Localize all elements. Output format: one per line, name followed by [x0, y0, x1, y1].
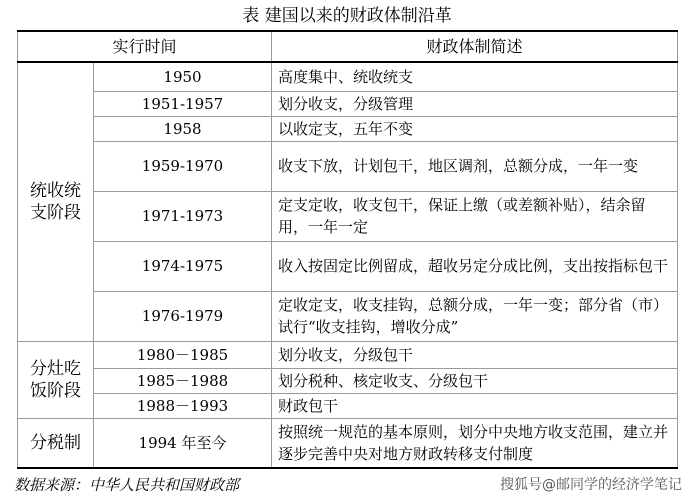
period-cell: 1976-1979 — [94, 291, 272, 341]
period-cell: 1988－1993 — [94, 393, 272, 418]
period-cell: 1994 年至今 — [94, 418, 272, 468]
table-caption: 表 建国以来的财政体制沿革 — [242, 6, 452, 26]
table-row — [18, 62, 678, 91]
table-row — [18, 368, 678, 393]
period-cell: 1985－1988 — [94, 368, 272, 393]
stage-label: 分灶吃饭阶段 — [18, 341, 94, 418]
description-cell: 以收定支，五年不变 — [272, 116, 678, 141]
description-cell: 财政包干 — [272, 393, 678, 418]
stage-label: 分税制 — [18, 418, 94, 468]
period-cell: 1959-1970 — [94, 141, 272, 191]
period-cell: 1980－1985 — [94, 341, 272, 368]
fiscal-system-table — [17, 30, 678, 469]
table-row — [18, 291, 678, 341]
table-row — [18, 393, 678, 418]
description-cell: 按照统一规范的基本原则，划分中央地方收支范围，建立并逐步完善中央对地方财政转移支付制度 — [272, 418, 678, 468]
table-row — [18, 116, 678, 141]
period-cell: 1951-1957 — [94, 91, 272, 116]
header-description: 财政体制简述 — [272, 31, 678, 62]
period-cell: 1971-1973 — [94, 191, 272, 241]
description-cell: 定收定支，收支挂钩，总额分成，一年一变；部分省（市）试行“收支挂钩，增收分成” — [272, 291, 678, 341]
description-cell: 划分税种、核定收支、分级包干 — [272, 368, 678, 393]
period-cell: 1958 — [94, 116, 272, 141]
table-row — [18, 341, 678, 368]
watermark: 搜狐号@邮同学的经济学笔记 — [500, 477, 682, 493]
description-cell: 收入按固定比例留成，超收另定分成比例，支出按指标包干 — [272, 241, 678, 291]
header-period: 实行时间 — [18, 31, 272, 62]
description-cell: 划分收支，分级包干 — [272, 341, 678, 368]
table-row — [18, 241, 678, 291]
table-row — [18, 418, 678, 468]
table-row — [18, 141, 678, 191]
header-row — [18, 31, 678, 62]
table-row — [18, 191, 678, 241]
period-cell: 1950 — [94, 62, 272, 91]
period-cell: 1974-1975 — [94, 241, 272, 291]
description-cell: 收支下放，计划包干，地区调剂，总额分成，一年一变 — [272, 141, 678, 191]
source-note: 数据来源：中华人民共和国财政部 — [14, 476, 240, 494]
description-cell: 高度集中、统收统支 — [272, 62, 678, 91]
description-cell: 定支定收，收支包干，保证上缴（或差额补贴），结余留用，一年一定 — [272, 191, 678, 241]
table-row — [18, 91, 678, 116]
description-cell: 划分收支，分级管理 — [272, 91, 678, 116]
stage-label: 统收统支阶段 — [18, 62, 94, 341]
